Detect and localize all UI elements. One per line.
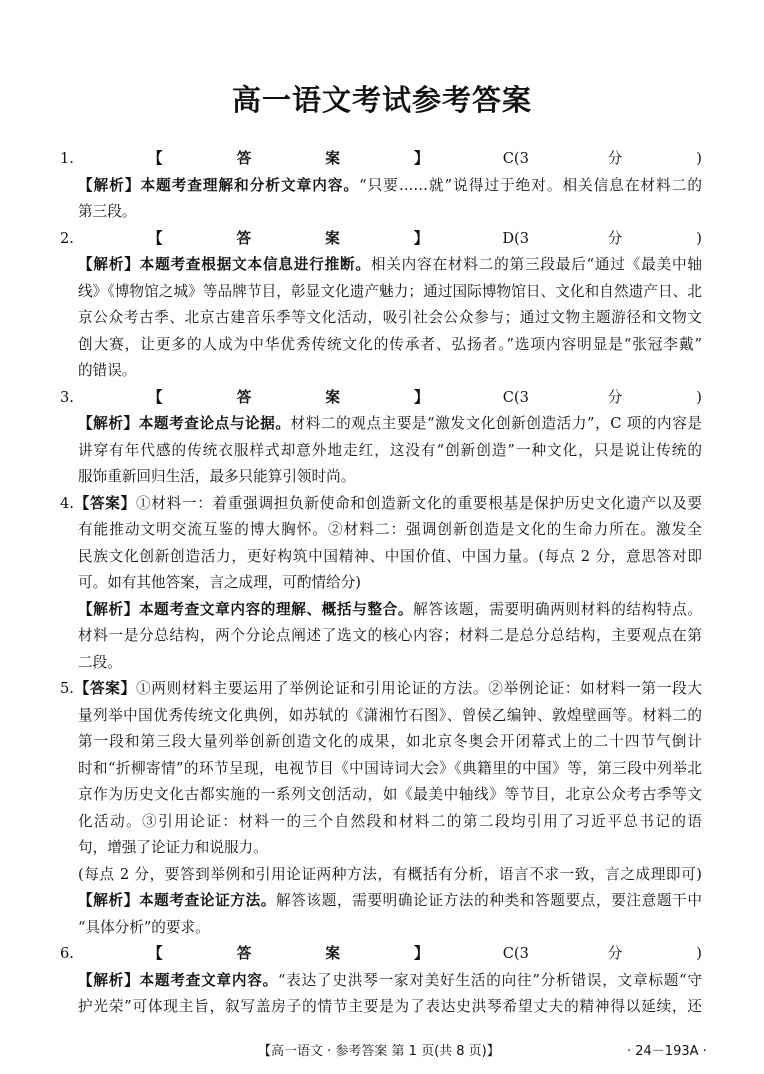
line-text: 有能推动文明交流互鉴的博大胸怀。②材料二：强调创新创造是文化的生命力所在。激发全 bbox=[78, 521, 702, 538]
question-number: 2. bbox=[60, 229, 74, 247]
line-text: 化活动。③引用论证：材料一的三个自然段和材料二的第二段均引用了习近平总书记的语 bbox=[78, 812, 702, 830]
answer-tag: 【答案】 bbox=[73, 150, 503, 167]
line-text: ①材料一：着重强调担负新使命和创造新文化的重要根基是保护历史文化遗产以及要 bbox=[135, 494, 702, 512]
line-text: D(3 分) bbox=[502, 229, 702, 247]
text-line bbox=[60, 305, 702, 332]
analysis-lead: 本题考查根据文本信息进行推断。 bbox=[139, 256, 371, 273]
text-line bbox=[60, 438, 702, 465]
text-line bbox=[60, 411, 702, 438]
text-line bbox=[60, 703, 702, 730]
line-text: 讲穿有年代感的传统衣服样式却意外地走红，这没有“创新创造”一种文化，只是说让传统的 bbox=[78, 441, 702, 459]
text-line bbox=[60, 199, 702, 226]
question-number: 4. bbox=[60, 494, 74, 512]
text-line bbox=[60, 729, 702, 756]
text-line bbox=[60, 226, 702, 253]
line-text: 京作为历史文化古都实施的一系列文创活动，如《最美中轴线》等节目，北京公众考古季等文 bbox=[78, 786, 702, 803]
line-text: 解答该题，需要明确论证方法的种类和答题要点，要注意题干中 bbox=[276, 892, 702, 909]
line-text: “具体分析”的要求。 bbox=[78, 918, 210, 936]
text-line bbox=[60, 544, 702, 571]
line-text: 量列举中国优秀传统文化典例，如苏轼的《潇湘竹石图》、曾侯乙编钟、敦煌壁画等。材料二的 bbox=[78, 706, 702, 724]
answer-tag: 【解析】 bbox=[78, 971, 140, 989]
text-line bbox=[60, 756, 702, 783]
line-text: 句，增强了论证力和说服力。 bbox=[78, 839, 268, 856]
text-line bbox=[60, 597, 702, 624]
analysis-lead: 本题考查文章内容的理解、概括与整合。 bbox=[138, 600, 414, 618]
line-text: “表达了史洪琴一家对美好生活的向往”分析错误，文章标题“守 bbox=[278, 971, 702, 989]
page-title: 高一语文考试参考答案 bbox=[231, 83, 532, 117]
answer-content bbox=[60, 146, 702, 1021]
analysis-lead: 本题考查论点与论据。 bbox=[138, 415, 291, 432]
text-line bbox=[60, 968, 702, 995]
analysis-lead: 本题考查文章内容。 bbox=[139, 971, 279, 989]
text-line bbox=[60, 862, 702, 889]
text-line bbox=[60, 173, 702, 200]
line-text: C(3 分) bbox=[502, 150, 702, 167]
footer-code: · 24－193A · bbox=[627, 1044, 707, 1059]
answer-tag: 【解析】 bbox=[78, 600, 139, 618]
analysis-lead: 本题考查论证方法。 bbox=[138, 892, 277, 909]
answer-tag: 【答案】 bbox=[73, 494, 136, 512]
text-line bbox=[60, 809, 702, 836]
line-text: 民族文化创新创造活力，更好构筑中国精神、中国价值、中国力量。(每点 2 分，意思答对即 bbox=[78, 547, 702, 565]
text-line bbox=[60, 279, 702, 306]
text-line bbox=[60, 915, 702, 942]
analysis-lead: 本题考查理解和分析文章内容。 bbox=[140, 176, 360, 194]
question-number: 6. bbox=[60, 945, 74, 962]
line-text: C(3 分) bbox=[502, 945, 702, 962]
line-text: 解答该题，需要明确两则材料的结构特点。 bbox=[413, 600, 702, 618]
text-line bbox=[60, 676, 702, 703]
question-number: 3. bbox=[60, 388, 74, 406]
line-text: 材料一是分总结构，两个分论点阐述了选文的核心内容；材料二是总分总结构，主要观点在第 bbox=[78, 627, 702, 644]
line-text: (每点 2 分，要答到举例和引用论证两种方法，有概括有分析，语言不求一致，言之成理即可) bbox=[78, 865, 702, 883]
answer-tag: 【答案】 bbox=[73, 388, 503, 406]
line-text: 第三段。 bbox=[78, 203, 137, 220]
text-line bbox=[60, 491, 702, 518]
line-text: 的错误。 bbox=[78, 362, 137, 379]
text-line bbox=[60, 650, 702, 677]
line-text: 相关内容在材料二的第三段最后“通过《最美中轴 bbox=[370, 256, 702, 273]
question-number: 1. bbox=[60, 150, 74, 167]
text-line bbox=[60, 888, 702, 915]
text-line bbox=[60, 385, 702, 412]
line-text: 线》《博物馆之城》等品牌节目，彰显文化遗产魅力；通过国际博物馆日、文化和自然遗产日、北 bbox=[78, 282, 702, 300]
line-text: 二段。 bbox=[78, 653, 122, 671]
text-line bbox=[60, 835, 702, 862]
text-line bbox=[60, 146, 702, 173]
line-text: 第一段和第三段大量列举创新创造文化的成果，如北京冬奥会开闭幕式上的二十四节气倒计 bbox=[78, 733, 702, 750]
line-text: 创大赛，让更多的人成为中华优秀传统文化的传承者、弘扬者。”选项内容明显是“张冠李戴” bbox=[78, 335, 702, 353]
line-text: “只要……就”说得过于绝对。相关信息在材料二的 bbox=[359, 176, 702, 194]
line-text: 时和“折柳寄情”的环节呈现，电视节目《中国诗词大会》《典籍里的中国》等，第三段中列举北 bbox=[78, 759, 702, 777]
text-line bbox=[60, 517, 702, 544]
line-text: ①两则材料主要运用了举例论证和引用论证的方法。②举例论证：如材料一第一段大 bbox=[135, 680, 702, 697]
line-text: 服饰重新回归生活，最多只能算引领时尚。 bbox=[78, 468, 356, 485]
answer-tag: 【解析】 bbox=[78, 256, 140, 273]
text-line bbox=[60, 941, 702, 968]
text-line bbox=[60, 332, 702, 359]
text-line bbox=[60, 358, 702, 385]
line-text: 材料二的观点主要是“激发文化创新创造活力”，C 项的内容是 bbox=[290, 415, 702, 432]
question-number: 5. bbox=[60, 680, 74, 697]
answer-tag: 【答案】 bbox=[73, 945, 503, 962]
text-line bbox=[60, 994, 702, 1021]
answer-tag: 【解析】 bbox=[78, 415, 139, 432]
text-line bbox=[60, 252, 702, 279]
line-text: 可。如有其他答案，言之成理，可酌情给分) bbox=[78, 574, 361, 591]
answer-tag: 【解析】 bbox=[78, 176, 141, 194]
text-line bbox=[60, 464, 702, 491]
footer-page-info: 【高一语文 · 参考答案 第 1 页(共 8 页)】 bbox=[258, 1044, 500, 1059]
line-text: 护光荣”可体现主旨，叙写盖房子的情节主要是为了表达史洪琴希望丈夫的精神得以延续，还 bbox=[78, 998, 702, 1015]
text-line bbox=[60, 623, 702, 650]
line-text: 京公众考古季、北京古建音乐季等文化活动，吸引社会公众参与；通过文物主题游径和文物文 bbox=[78, 309, 702, 326]
answer-tag: 【答案】 bbox=[73, 680, 136, 697]
text-line bbox=[60, 782, 702, 809]
answer-tag: 【答案】 bbox=[73, 229, 503, 247]
text-line bbox=[60, 570, 702, 597]
answer-tag: 【解析】 bbox=[78, 892, 139, 909]
line-text: C(3 分) bbox=[502, 388, 702, 406]
